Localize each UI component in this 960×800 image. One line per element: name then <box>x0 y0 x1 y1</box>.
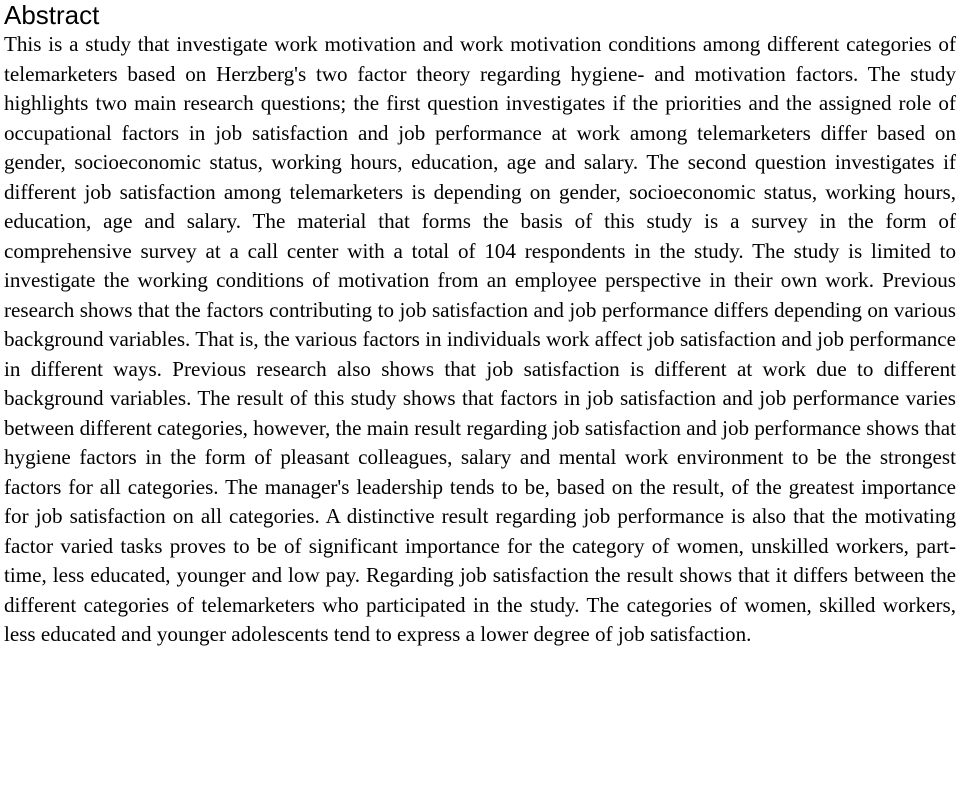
abstract-heading: Abstract <box>4 0 100 30</box>
abstract-body: This is a study that investigate work motivation and work motivation conditions among different categories of telemarketers based on Herzberg's two factor theory regarding hygiene- and motivation factors. The study highlights two main research questions; the first question investigates if the priorities and the assigned role of occupational factors in job satisfaction and job performance at work among telemarketers differ based on gender, socioeconomic status, working hours, education, age and salary. The second question investigates if different job satisfaction among telemarketers is depending on gender, socioeconomic status, working hours, education, age and salary. The material that forms the basis of this study is a survey in the form of comprehensive survey at a call center with a total of 104 respondents in the study. The study is limited to investigate the working conditions of motivation from an employee perspective in their own work. Previous research shows that the factors contributing to job satisfaction and job performance differs depending on various background variables. That is, the various factors in individuals work affect job satisfaction and job performance in different ways. Previous research also shows that job satisfaction is different at work due to different background variables. The result of this study shows that factors in job satisfaction and job performance varies between different categories, however, the main result regarding job satisfaction and job performance shows that hygiene factors in the form of pleasant colleagues, salary and mental work environment to be the strongest factors for all categories. The manager's leadership tends to be, based on the result, of the greatest importance for job satisfaction on all categories. A distinctive result regarding job performance is also that the motivating factor varied tasks proves to be of significant importance for the category of women, unskilled workers, part-time, less educated, younger and low pay. Regarding job satisfaction the result shows that it differs between the different categories of telemarketers who participated in the study. The categories of women, skilled workers, less educated and younger adolescents tend to express a lower degree of job satisfaction. <box>4 32 956 646</box>
document-page <box>4 0 956 650</box>
